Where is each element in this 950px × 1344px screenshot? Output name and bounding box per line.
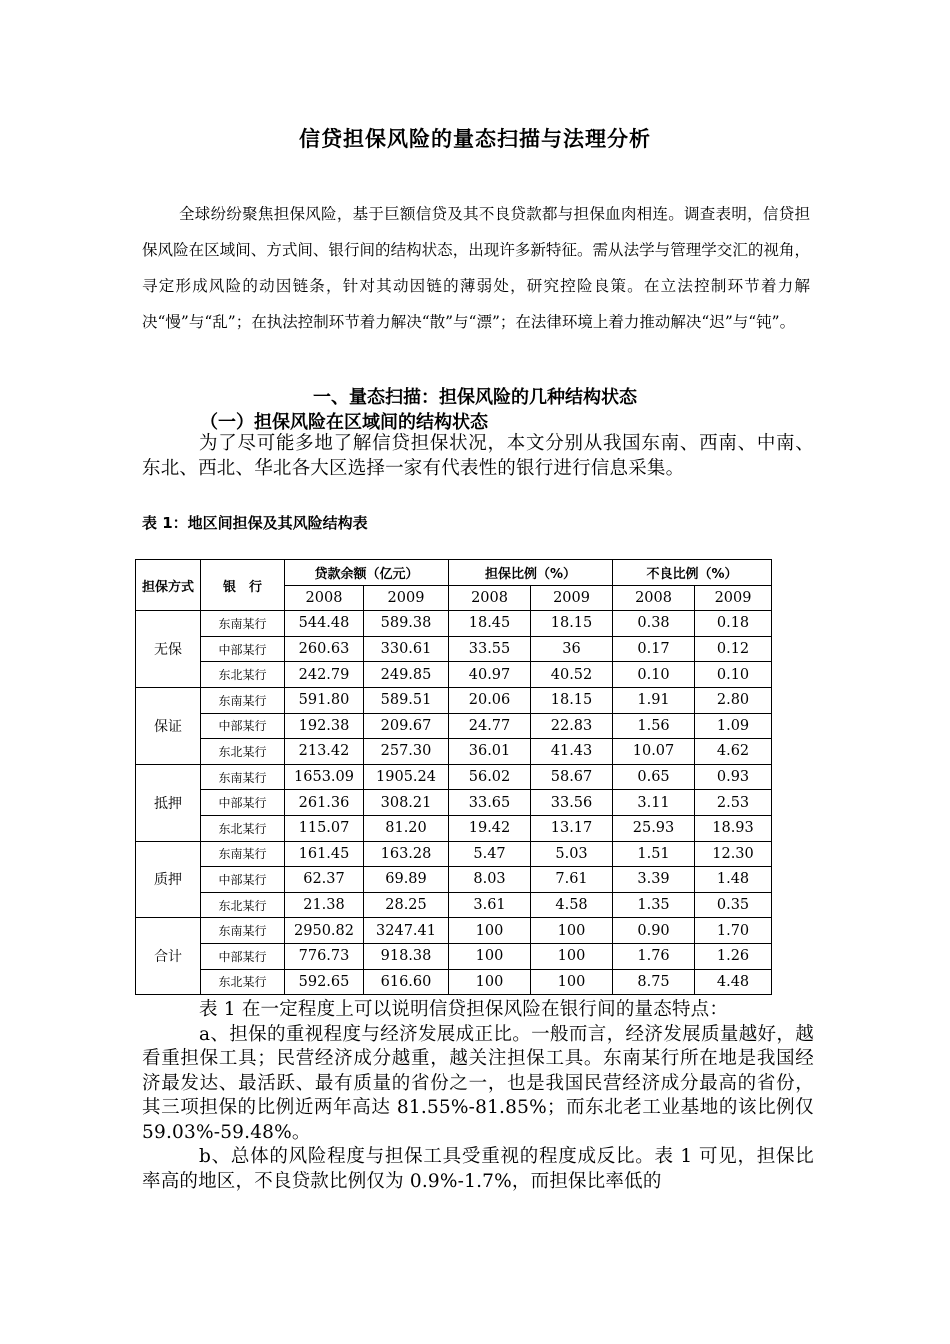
value-cell: 163.28 [364,841,449,867]
header-guarantee: 担保比例（%） [449,560,613,586]
value-cell: 589.38 [364,611,449,637]
value-cell: 330.61 [364,636,449,662]
value-cell: 21.38 [285,892,364,918]
header-year: 2008 [613,585,695,611]
value-cell: 0.17 [613,636,695,662]
bank-cell: 东北某行 [201,662,285,688]
value-cell: 1.35 [613,892,695,918]
value-cell: 616.60 [364,969,449,995]
guarantee-method-cell: 抵押 [136,764,201,841]
guarantee-method-cell: 质押 [136,841,201,918]
bank-cell: 中部某行 [201,943,285,969]
intro-paragraph: 为了尽可能多地了解信贷担保状况，本文分别从我国东南、西南、中南、东北、西北、华北各大区选择一家有代表性的银行进行信息采集。 [142,433,814,479]
value-cell: 22.83 [531,713,613,739]
value-cell: 1.76 [613,943,695,969]
value-cell: 249.85 [364,662,449,688]
value-cell: 0.90 [613,918,695,944]
header-year: 2008 [449,585,531,611]
value-cell: 589.51 [364,687,449,713]
value-cell: 1.48 [695,867,772,893]
table-row [136,943,772,969]
value-cell: 3247.41 [364,918,449,944]
value-cell: 1.26 [695,943,772,969]
header-year: 2009 [531,585,613,611]
value-cell: 4.62 [695,739,772,765]
value-cell: 3.39 [613,867,695,893]
value-cell: 100 [531,943,613,969]
abstract-paragraph: 全球纷纷聚焦担保风险，基于巨额信贷及其不良贷款都与担保血肉相连。调查表明，信贷担保风险在区域间、方式间、银行间的结构状态，出现许多新特征。需从法学与管理学交汇的视角，寻定形成风险的动因链条，针对其动因链的薄弱处，研究控险良策。在立法控制环节着力解决“慢”与“乱”；在执法控制环节着力解决“散”与“漂”；在法律环境上着力推动解决“迟”与“钝”。 [142,205,810,331]
bank-cell: 东北某行 [201,739,285,765]
table-row [136,918,772,944]
value-cell: 0.35 [695,892,772,918]
table-row [136,790,772,816]
document-title: 信贷担保风险的量态扫描与法理分析 [299,127,651,151]
table-row [136,687,772,713]
table-row [136,662,772,688]
value-cell: 18.15 [531,611,613,637]
value-cell: 33.56 [531,790,613,816]
value-cell: 100 [449,969,531,995]
value-cell: 0.18 [695,611,772,637]
table-row [136,867,772,893]
value-cell: 36.01 [449,739,531,765]
table-row [136,764,772,790]
bank-cell: 东南某行 [201,918,285,944]
value-cell: 1.56 [613,713,695,739]
value-cell: 40.52 [531,662,613,688]
value-cell: 0.12 [695,636,772,662]
value-cell: 81.20 [364,815,449,841]
value-cell: 7.61 [531,867,613,893]
value-cell: 58.67 [531,764,613,790]
value-cell: 62.37 [285,867,364,893]
value-cell: 776.73 [285,943,364,969]
point-a-paragraph: a、担保的重视程度与经济发展成正比。一般而言，经济发展质量越好，越看重担保工具；民营经济成分越重，越关注担保工具。东南某行所在地是我国经济最发达、最活跃、最有质量的省份之一，也是我国民营经济成分最高的省份，其三项担保的比例近两年高达 81.55%-81.85%；而东北老工业基地的该比例仅 59.03%-59.48%。 [142,1023,814,1143]
bank-cell: 东北某行 [201,892,285,918]
value-cell: 308.21 [364,790,449,816]
header-npl: 不良比例（%） [613,560,772,586]
bank-cell: 东南某行 [201,764,285,790]
guarantee-method-cell: 合计 [136,918,201,995]
value-cell: 591.80 [285,687,364,713]
table-row [136,815,772,841]
value-cell: 0.10 [695,662,772,688]
table-caption: 表 1：地区间担保及其风险结构表 [142,514,368,532]
value-cell: 1905.24 [364,764,449,790]
value-cell: 8.03 [449,867,531,893]
bank-cell: 东南某行 [201,611,285,637]
value-cell: 192.38 [285,713,364,739]
value-cell: 544.48 [285,611,364,637]
bank-cell: 中部某行 [201,867,285,893]
value-cell: 24.77 [449,713,531,739]
value-cell: 4.48 [695,969,772,995]
value-cell: 161.45 [285,841,364,867]
bank-cell: 中部某行 [201,636,285,662]
value-cell: 13.17 [531,815,613,841]
bank-cell: 东北某行 [201,969,285,995]
value-cell: 8.75 [613,969,695,995]
value-cell: 209.67 [364,713,449,739]
value-cell: 100 [531,918,613,944]
value-cell: 20.06 [449,687,531,713]
header-year: 2009 [364,585,449,611]
table-row [136,841,772,867]
value-cell: 28.25 [364,892,449,918]
value-cell: 40.97 [449,662,531,688]
value-cell: 18.15 [531,687,613,713]
value-cell: 56.02 [449,764,531,790]
value-cell: 0.38 [613,611,695,637]
value-cell: 115.07 [285,815,364,841]
value-cell: 33.55 [449,636,531,662]
value-cell: 19.42 [449,815,531,841]
value-cell: 3.61 [449,892,531,918]
subsection-heading: （一）担保风险在区域间的结构状态 [200,412,488,433]
value-cell: 69.89 [364,867,449,893]
header-year: 2009 [695,585,772,611]
value-cell: 41.43 [531,739,613,765]
value-cell: 3.11 [613,790,695,816]
table-row [136,969,772,995]
bank-cell: 东北某行 [201,815,285,841]
header-method: 担保方式 [136,560,201,611]
value-cell: 1.91 [613,687,695,713]
analysis-paragraph: 表 1 在一定程度上可以说明信贷担保风险在银行间的量态特点： [199,999,729,1020]
value-cell: 100 [531,969,613,995]
table-row [136,611,772,637]
value-cell: 4.58 [531,892,613,918]
value-cell: 5.03 [531,841,613,867]
guarantee-risk-table [135,559,772,995]
value-cell: 918.38 [364,943,449,969]
value-cell: 100 [449,943,531,969]
header-bank: 银 行 [201,560,285,611]
value-cell: 1.70 [695,918,772,944]
bank-cell: 东南某行 [201,841,285,867]
value-cell: 2950.82 [285,918,364,944]
value-cell: 592.65 [285,969,364,995]
value-cell: 1.09 [695,713,772,739]
value-cell: 25.93 [613,815,695,841]
value-cell: 261.36 [285,790,364,816]
point-b-paragraph: b、总体的风险程度与担保工具受重视的程度成反比。表 1 可见，担保比率高的地区，不良贷款比例仅为 0.9%-1.7%，而担保比率低的 [142,1146,814,1192]
value-cell: 36 [531,636,613,662]
section-heading: 一、量态扫描：担保风险的几种结构状态 [313,387,637,408]
header-year: 2008 [285,585,364,611]
value-cell: 1653.09 [285,764,364,790]
value-cell: 260.63 [285,636,364,662]
value-cell: 0.65 [613,764,695,790]
bank-cell: 中部某行 [201,790,285,816]
guarantee-method-cell: 无保 [136,611,201,688]
value-cell: 18.45 [449,611,531,637]
value-cell: 257.30 [364,739,449,765]
value-cell: 12.30 [695,841,772,867]
value-cell: 242.79 [285,662,364,688]
value-cell: 2.53 [695,790,772,816]
value-cell: 5.47 [449,841,531,867]
bank-cell: 中部某行 [201,713,285,739]
value-cell: 10.07 [613,739,695,765]
value-cell: 100 [449,918,531,944]
value-cell: 1.51 [613,841,695,867]
value-cell: 2.80 [695,687,772,713]
guarantee-method-cell: 保证 [136,687,201,764]
bank-cell: 东南某行 [201,687,285,713]
value-cell: 0.10 [613,662,695,688]
analysis-section [142,998,814,1194]
value-cell: 18.93 [695,815,772,841]
value-cell: 213.42 [285,739,364,765]
header-loan: 贷款余额（亿元） [285,560,449,586]
table-row [136,636,772,662]
table-row [136,713,772,739]
value-cell: 33.65 [449,790,531,816]
table-row [136,739,772,765]
value-cell: 0.93 [695,764,772,790]
table-row [136,892,772,918]
